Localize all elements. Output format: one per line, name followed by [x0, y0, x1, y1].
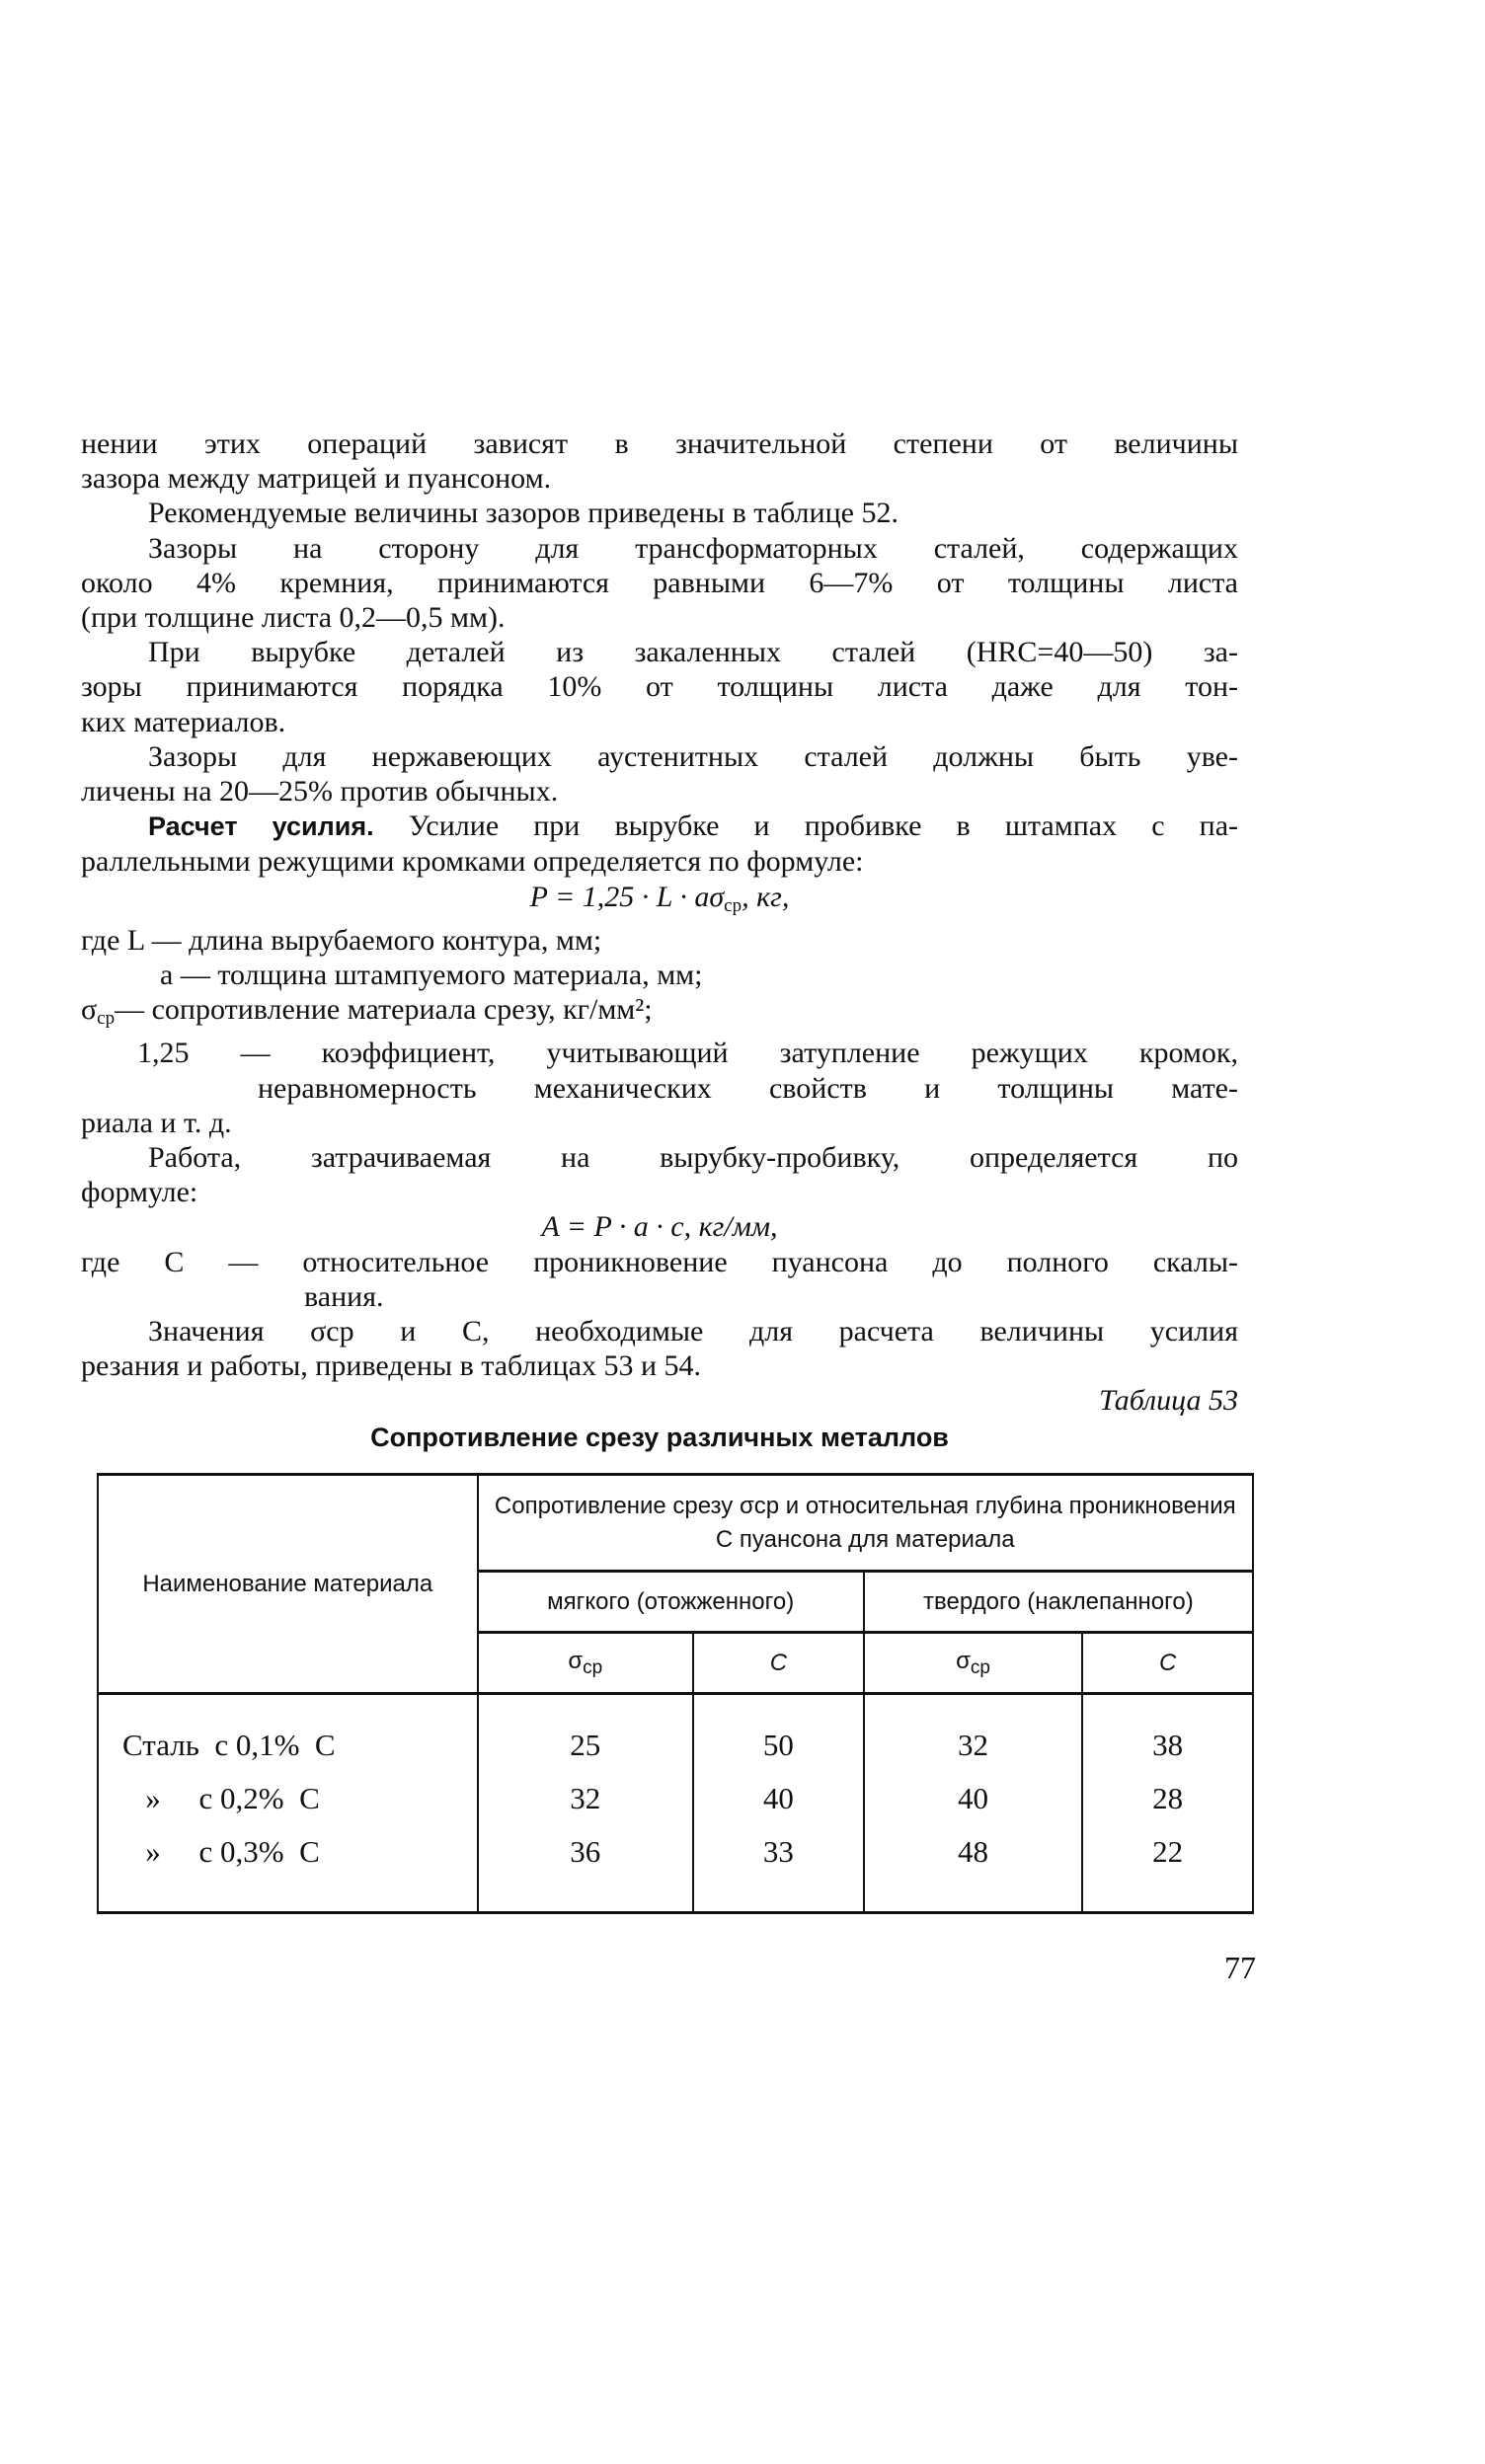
- header-c-hard: C: [1082, 1633, 1253, 1694]
- material-column: [98, 1694, 478, 1913]
- table-cell: 48: [958, 1834, 989, 1869]
- table-cell: 36: [570, 1834, 601, 1869]
- text-line: Зазоры на сторону для трансформаторных сталей, содержащих: [148, 531, 1238, 565]
- text-line: где C — относительное проникновение пуансона до полного скалы-: [81, 1245, 1238, 1278]
- header-material-name: Наименование материала: [98, 1475, 478, 1694]
- sigma: σ: [568, 1647, 584, 1674]
- table-cell: Сталь с 0,1% C: [122, 1728, 336, 1762]
- formula: P = 1,25 · L · aσ: [529, 880, 725, 913]
- text-line: Зазоры для нержавеющих аустенитных сталей должны быть уве-: [148, 739, 1238, 773]
- text-line: зоры принимаются порядка 10% от толщины листа даже для тон-: [81, 670, 1238, 704]
- text-line: раллельными режущими кромками определяется по формуле:: [81, 845, 864, 879]
- header-c-soft: C: [693, 1633, 864, 1694]
- header-soft: мягкого (отожженного): [478, 1572, 864, 1633]
- sigma-hard-column: [864, 1694, 1083, 1913]
- table-cell: 25: [570, 1728, 601, 1762]
- text-line: 1,25 — коэффициент, учитывающий затупление режущих кромок,: [137, 1037, 1238, 1070]
- header-sigma-hard: [864, 1633, 1083, 1694]
- text-line: зазора между матрицей и пуансоном.: [81, 462, 552, 496]
- text-line: где L — длина вырубаемого контура, мм;: [81, 923, 602, 957]
- text-line: [81, 992, 1238, 1036]
- table-cell: 50: [762, 1728, 794, 1762]
- formula-force: [81, 880, 1238, 923]
- text-line: ких материалов.: [81, 705, 286, 738]
- text-line: личены на 20—25% против обычных.: [81, 775, 559, 808]
- text-line: формуле:: [81, 1176, 198, 1209]
- table-cell: 28: [1152, 1781, 1184, 1815]
- subscript: ср: [724, 894, 742, 916]
- text-line: нении этих операций зависят в значительной степени от величины: [81, 427, 1238, 460]
- sigma-soft-column: [478, 1694, 694, 1913]
- c-soft-column: [693, 1694, 864, 1913]
- text: Усилие при вырубке и пробивке в штампах с па-: [408, 809, 1239, 843]
- table-cell: 40: [958, 1781, 989, 1815]
- header-sigma-soft: [478, 1633, 694, 1694]
- table-cell: 32: [958, 1728, 989, 1762]
- formula-work: A = P · a · c, кг/мм,: [541, 1210, 778, 1244]
- text-line: (при толщине листа 0,2—0,5 мм).: [81, 601, 506, 635]
- page-number: 77: [1224, 1950, 1256, 1985]
- text: — сопротивление материала срезу, кг/мм²;: [115, 993, 653, 1027]
- c-hard-column: [1082, 1694, 1253, 1913]
- subscript: ср: [97, 1008, 116, 1030]
- table-cell: 38: [1152, 1728, 1184, 1762]
- shear-resistance-table: [97, 1473, 1254, 1914]
- text-line: неравномерность механических свойств и толщины мате-: [258, 1071, 1238, 1105]
- unit: , кг,: [742, 880, 790, 913]
- text-line: При вырубке деталей из закаленных сталей (HRC=40—50) за-: [148, 636, 1238, 669]
- text-line: Значения σср и C, необходимые для расчета величины усилия: [148, 1315, 1238, 1348]
- text-line: вания.: [304, 1279, 384, 1313]
- text-line: [81, 808, 1238, 844]
- text-line: Рекомендуемые величины зазоров приведены в таблице 52.: [148, 497, 899, 530]
- table-cell: » с 0,2% C: [122, 1781, 320, 1815]
- section-heading: Расчет усилия.: [148, 811, 374, 842]
- text-line: a — толщина штампуемого материала, мм;: [160, 959, 703, 992]
- subscript: ср: [583, 1656, 603, 1678]
- text-line: около 4% кремния, принимаются равными 6—7% от толщины листа: [81, 566, 1238, 599]
- text-line: резания и работы, приведены в таблицах 53 и 54.: [81, 1349, 701, 1383]
- table-cell: 32: [570, 1781, 601, 1815]
- table-cell: 33: [762, 1834, 794, 1869]
- body-text: [81, 426, 1238, 1455]
- table-cell: 40: [762, 1781, 794, 1815]
- subscript: ср: [970, 1656, 990, 1678]
- header-hard: твердого (наклепанного): [864, 1572, 1253, 1633]
- text-line: Работа, затрачиваемая на вырубку-пробивку, определяется по: [148, 1141, 1238, 1175]
- text-line: риала и т. д.: [81, 1106, 232, 1139]
- sigma: σ: [956, 1647, 971, 1674]
- table-label: Таблица 53: [1099, 1384, 1238, 1418]
- table-title: Сопротивление срезу различных металлов: [370, 1422, 949, 1452]
- table-cell: 22: [1152, 1834, 1184, 1869]
- table-cell: » с 0,3% C: [122, 1834, 320, 1869]
- sigma: σ: [81, 993, 98, 1027]
- header-group: Сопротивление срезу σср и относительная глубина проникновения C пуансона для материала: [478, 1475, 1253, 1572]
